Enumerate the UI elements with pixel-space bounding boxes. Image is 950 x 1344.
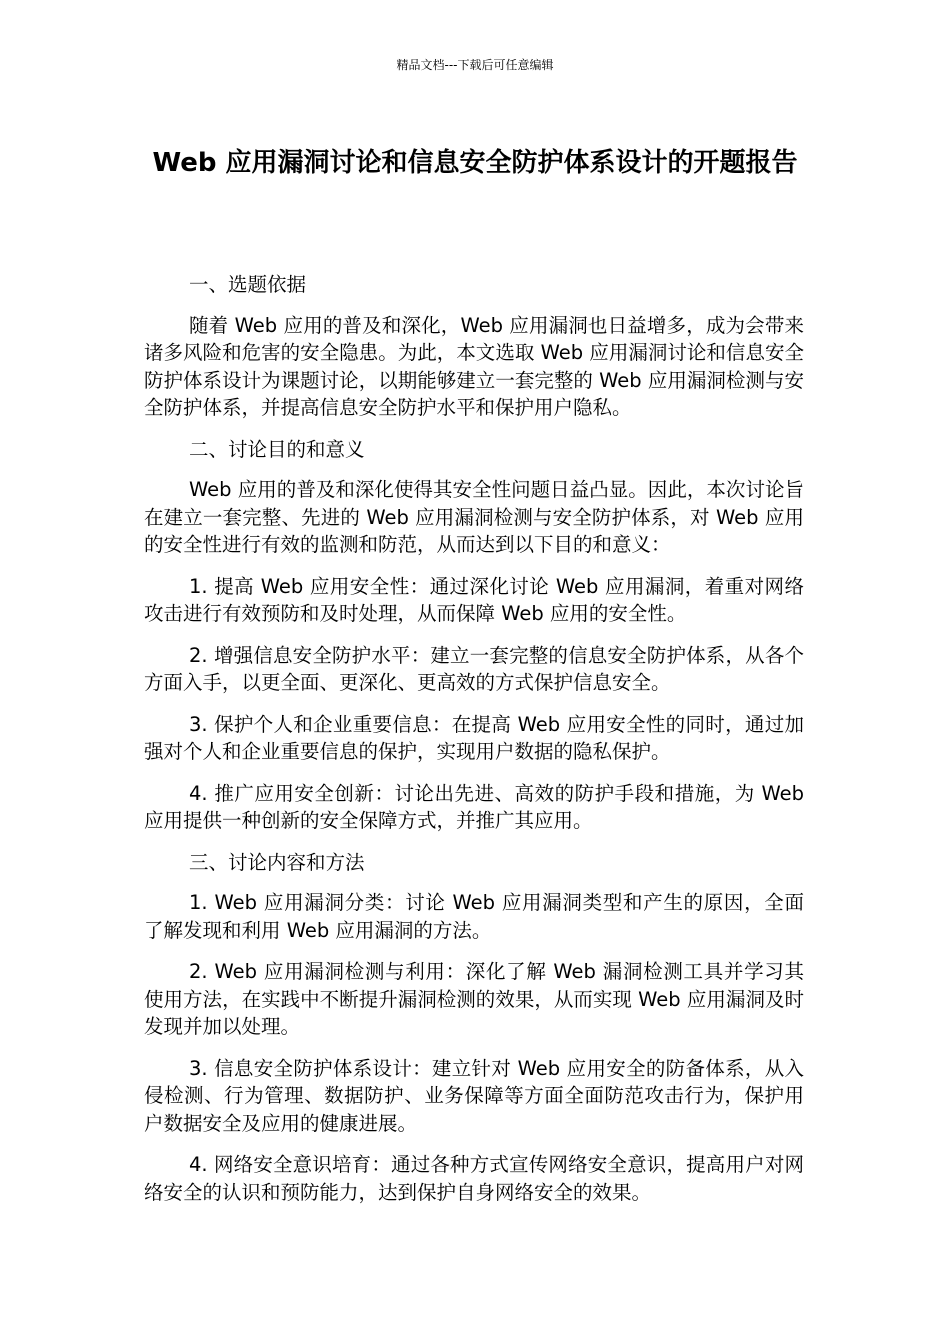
paragraph-topic-basis: 随着 Web 应用的普及和深化，Web 应用漏洞也日益增多，成为会带来诸多风险和危害的安全隐患。为此，本文选取 Web 应用漏洞讨论和信息安全防护体系设计为课题讨论，以期能够建立一套完整的 Web 应用漏洞检测与安全防护体系，并提高信息安全防护水平和保护用户隐私。	[144, 313, 804, 419]
list-item-content-4: 4. 网络安全意识培育：通过各种方式宣传网络安全意识，提高用户对网络安全的认识和预防能力，达到保护自身网络安全的效果。	[144, 1153, 804, 1204]
list-item-content-2: 2. Web 应用漏洞检测与利用：深化了解 Web 漏洞检测工具并学习其使用方法，在实践中不断提升漏洞检测的效果，从而实现 Web 应用漏洞及时发现并加以处理。	[144, 960, 804, 1038]
section-heading-purpose: 二、讨论目的和意义	[189, 437, 365, 461]
list-item-purpose-3: 3. 保护个人和企业重要信息：在提高 Web 应用安全性的同时，通过加强对个人和企业重要信息的保护，实现用户数据的隐私保护。	[144, 712, 804, 763]
page-header: 精品文档---下载后可任意编辑	[396, 58, 554, 72]
list-item-content-3: 3. 信息安全防护体系设计：建立针对 Web 应用安全的防备体系，从入侵检测、行为管理、数据防护、业务保障等方面全面防范攻击行为，保护用户数据安全及应用的健康进展。	[144, 1056, 804, 1135]
paragraph-purpose-intro: Web 应用的普及和深化使得其安全性问题日益凸显。因此，本次讨论旨在建立一套完整、先进的 Web 应用漏洞检测与安全防护体系，对 Web 应用的安全性进行有效的监测和防范，从而达到以下目的和意义：	[144, 478, 804, 556]
section-heading-content-method: 三、讨论内容和方法	[189, 850, 365, 874]
list-item-purpose-1: 1. 提高 Web 应用安全性：通过深化讨论 Web 应用漏洞，着重对网络攻击进行有效预防和及时处理，从而保障 Web 应用的安全性。	[144, 574, 804, 625]
section-heading-topic-basis: 一、选题依据	[189, 273, 307, 296]
document-title: Web 应用漏洞讨论和信息安全防护体系设计的开题报告	[152, 148, 798, 178]
document-body	[144, 271, 804, 1220]
list-item-content-1: 1. Web 应用漏洞分类：讨论 Web 应用漏洞类型和产生的原因，全面了解发现和利用 Web 应用漏洞的方法。	[144, 891, 804, 942]
list-item-purpose-4: 4. 推广应用安全创新：讨论出先进、高效的防护手段和措施，为 Web 应用提供一种创新的安全保障方式，并推广其应用。	[144, 781, 804, 832]
list-item-purpose-2: 2. 增强信息安全防护水平：建立一套完整的信息安全防护体系，从各个方面入手，以更全面、更深化、更高效的方式保护信息安全。	[144, 643, 804, 694]
